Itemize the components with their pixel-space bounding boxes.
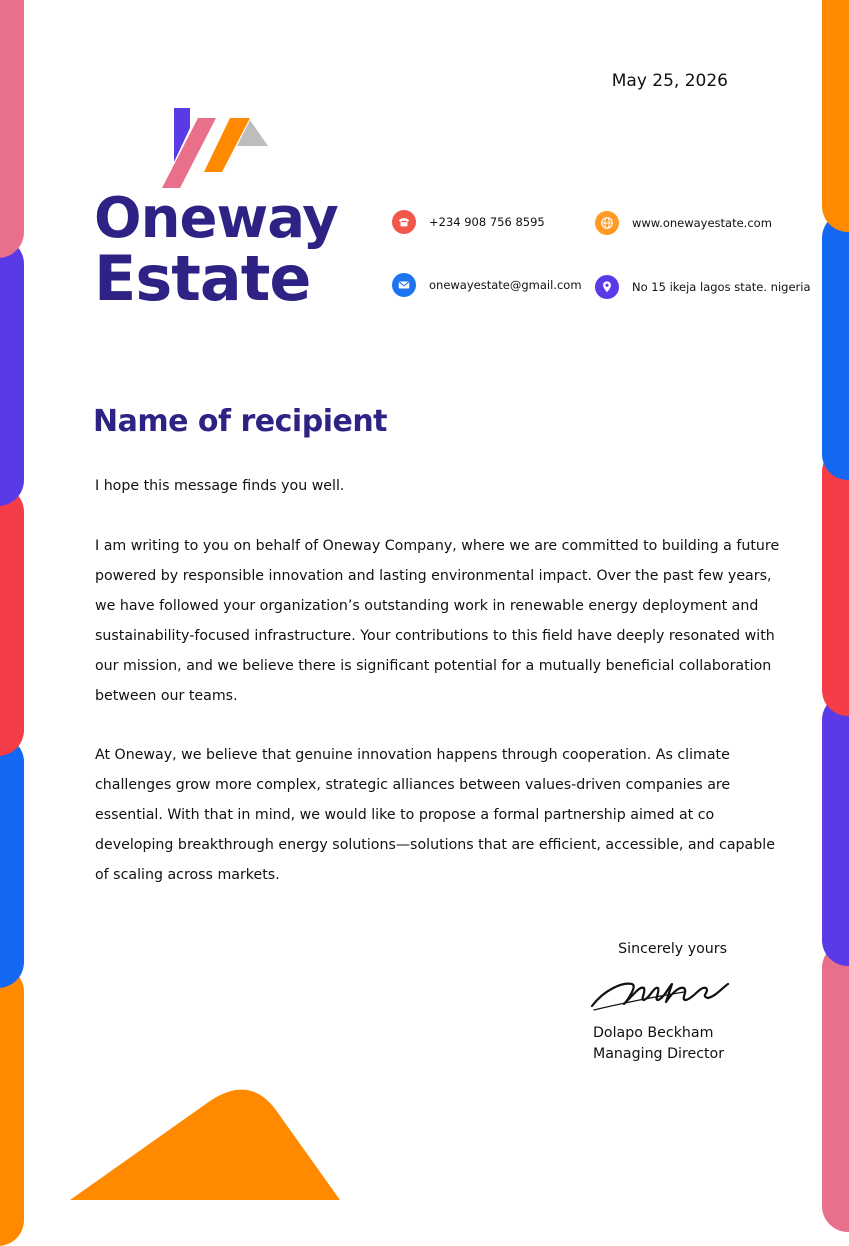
left-decor-bar-red [0, 486, 24, 756]
right-decor-bar-red [822, 446, 849, 716]
logo-wordmark-line1: Oneway [94, 186, 338, 251]
contact-address [595, 275, 811, 299]
right-decor-bar-blue [822, 212, 849, 480]
contact-address-text: No 15 ikeja lagos state. nigeria [632, 280, 811, 294]
closing-salutation: Sincerely yours [618, 941, 727, 957]
left-decor-bar-blue [0, 736, 24, 988]
bottom-decor-shape [0, 1085, 360, 1200]
signer-title: Managing Director [593, 1046, 725, 1062]
location-icon [595, 275, 619, 299]
greeting-paragraph: I hope this message finds you well. [95, 478, 345, 494]
letter-date: May 25, 2026 [611, 71, 728, 91]
globe-icon [595, 211, 619, 235]
left-decor-bar-purple [0, 238, 24, 506]
signature-icon [588, 962, 733, 1014]
right-decor-bar-orange [822, 0, 849, 232]
recipient-heading: Name of recipient [93, 404, 388, 439]
contact-email [392, 273, 582, 297]
phone-icon [392, 210, 416, 234]
body-paragraph-2: At Oneway, we believe that genuine innovation happens through cooperation. As climate challenges grow more complex, strategic alliances between values-driven companies are essential. With that in mind, we would like to propose a formal partnership aimed at co developing breakthrough energy solutions—solutions that are efficient, accessible, and capable of scaling across markets. [95, 747, 775, 883]
contact-phone-text: +234 908 756 8595 [429, 215, 545, 229]
left-decor-bar-pink [0, 0, 24, 258]
contact-email-link[interactable]: onewayestate@gmail.com [429, 278, 582, 292]
signer-name: Dolapo Beckham [593, 1025, 714, 1041]
email-icon [392, 273, 416, 297]
contact-website [595, 211, 772, 235]
right-decor-bar-purple [822, 694, 849, 966]
left-decor-bar-orange [0, 966, 24, 1246]
logo-wordmark-line2: Estate [94, 242, 311, 315]
contact-website-link[interactable]: www.onewayestate.com [632, 216, 772, 230]
right-decor-bar-pink [822, 942, 849, 1232]
contact-phone [392, 210, 545, 234]
logo-mark-icon [160, 106, 270, 190]
body-paragraph-1: I am writing to you on behalf of Oneway Company, where we are committed to building a future powered by responsible innovation and lasting environmental impact. Over the past few years, we have followed your organization’s outstanding work in renewable energy deployment and sustainability-focused infrastructure. Your contributions to this field have deeply resonated with our mission, and we believe there is significant potential for a mutually beneficial collaboration between our teams. [95, 538, 780, 704]
